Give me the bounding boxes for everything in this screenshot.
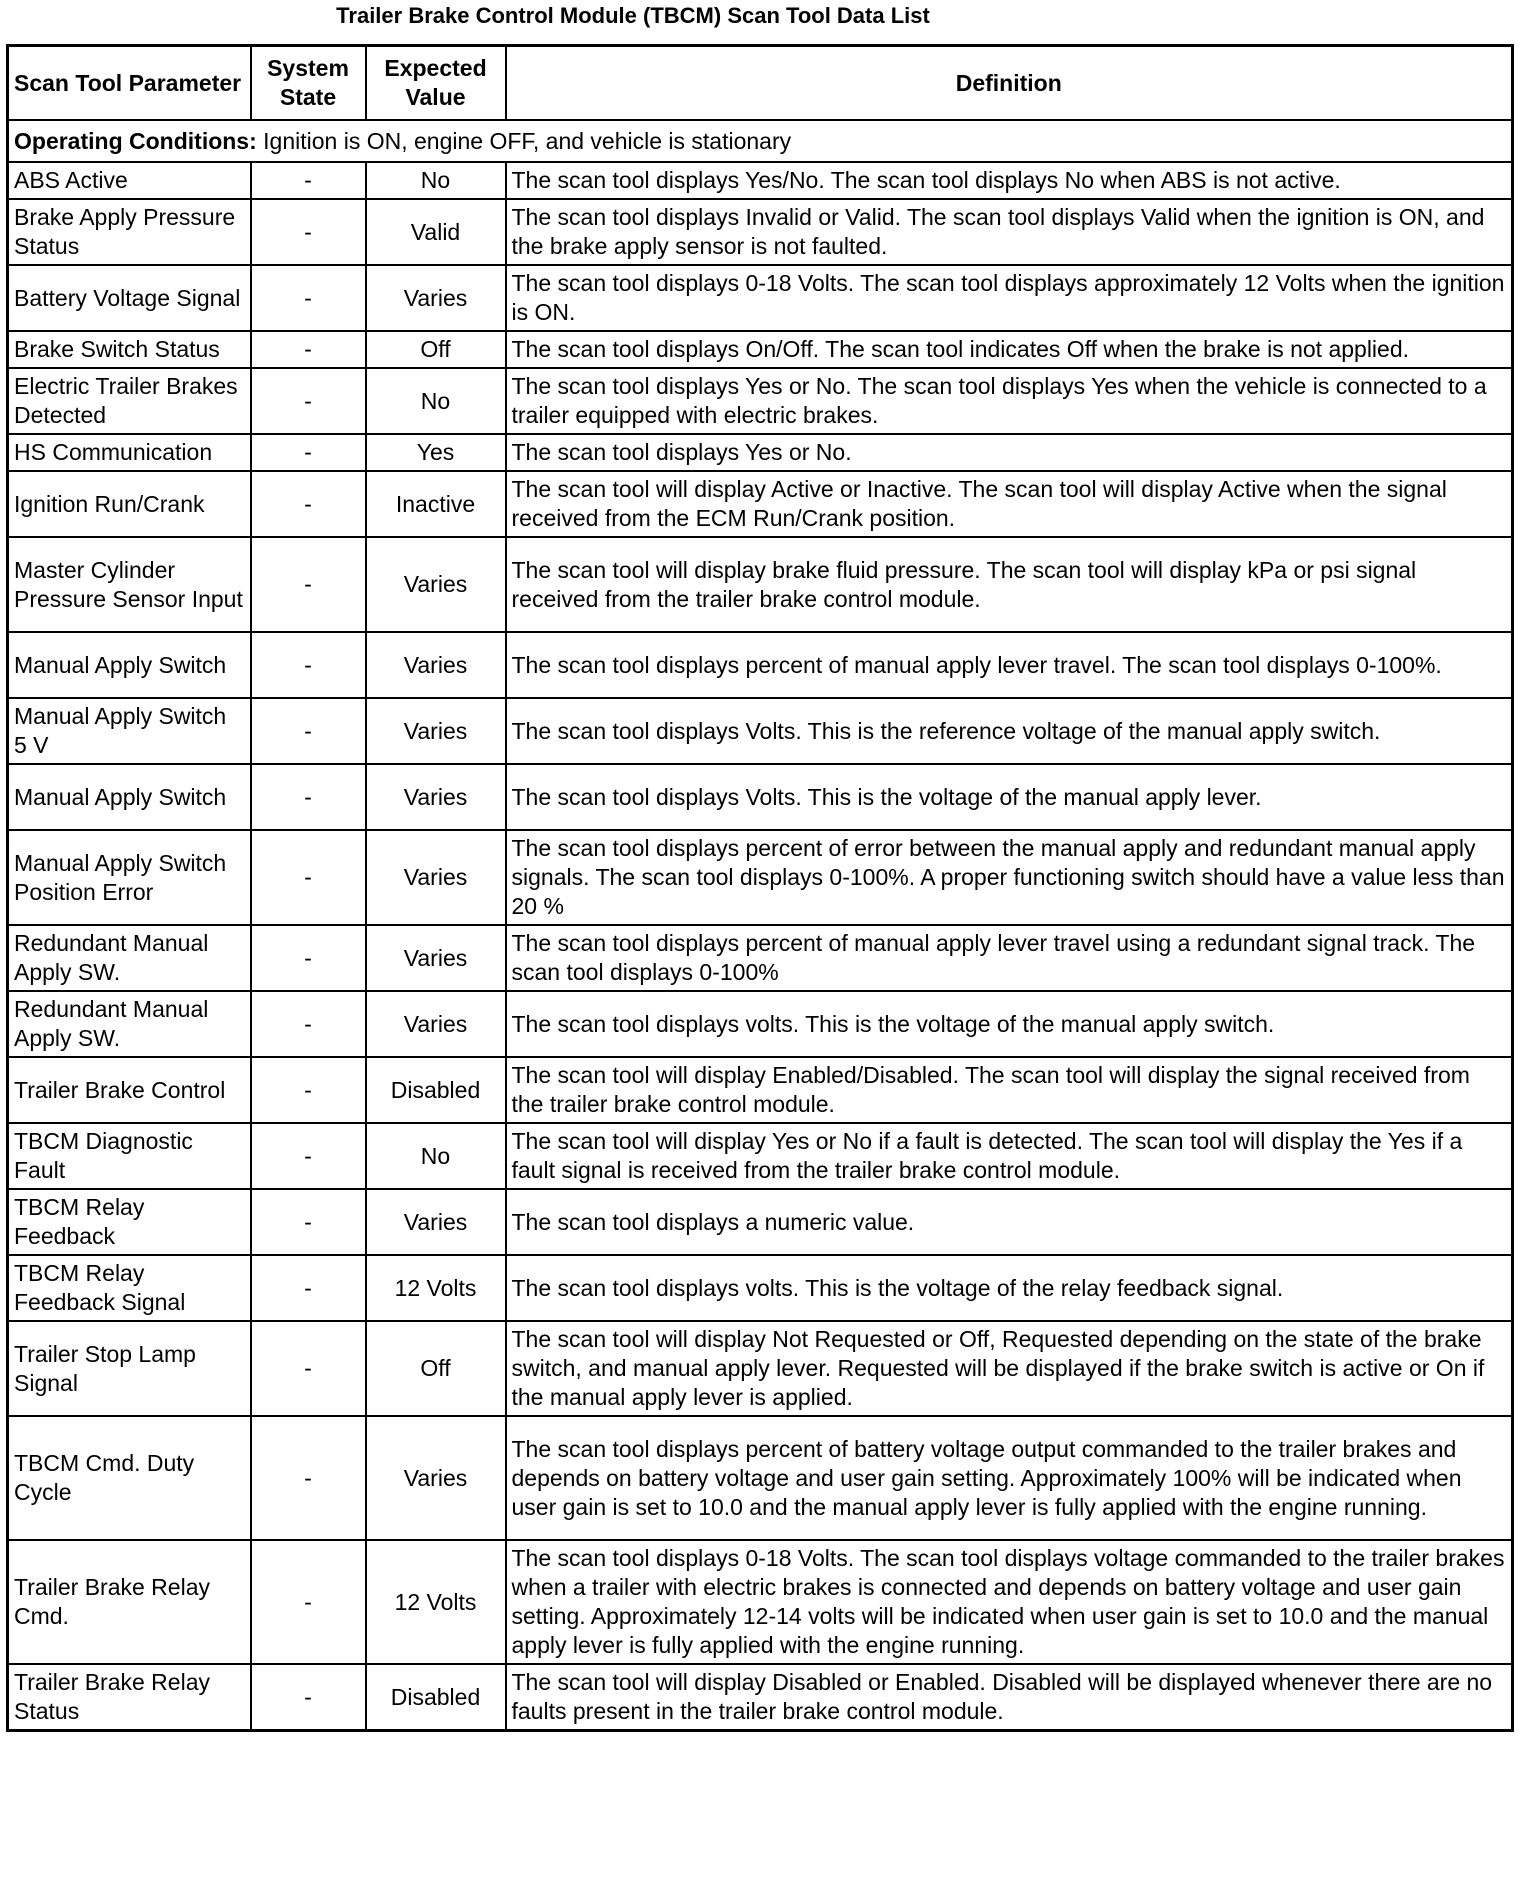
parameter-cell: Electric Trailer Brakes Detected <box>8 368 251 434</box>
table-row <box>8 162 1513 199</box>
definition-cell: The scan tool displays a numeric value. <box>506 1189 1513 1255</box>
document-title-bar <box>0 0 1520 34</box>
operating-conditions-text: Ignition is ON, engine OFF, and vehicle is stationary <box>256 127 792 154</box>
parameter-cell: Master Cylinder Pressure Sensor Input <box>8 537 251 632</box>
table-row <box>8 331 1513 368</box>
system-state-cell: - <box>251 162 366 199</box>
definition-cell: The scan tool displays Invalid or Valid. The scan tool displays Valid when the ignition is ON, and the brake apply sensor is not faulted. <box>506 199 1513 265</box>
expected-value-cell: Off <box>366 331 506 368</box>
system-state-cell: - <box>251 632 366 698</box>
definition-cell: The scan tool displays Yes or No. The scan tool displays Yes when the vehicle is connected to a trailer equipped with electric brakes. <box>506 368 1513 434</box>
header-definition: Definition <box>506 46 1513 121</box>
system-state-cell: - <box>251 991 366 1057</box>
operating-conditions-row <box>8 120 1513 162</box>
definition-cell: The scan tool will display brake fluid pressure. The scan tool will display kPa or psi signal received from the trailer brake control module. <box>506 537 1513 632</box>
table-row <box>8 764 1513 830</box>
definition-cell: The scan tool displays volts. This is the voltage of the manual apply switch. <box>506 991 1513 1057</box>
expected-value-cell: Yes <box>366 434 506 471</box>
expected-value-cell: 12 Volts <box>366 1540 506 1664</box>
expected-value-cell: Varies <box>366 991 506 1057</box>
definition-cell: The scan tool displays 0-18 Volts. The scan tool displays voltage commanded to the trailer brakes when a trailer with electric brakes is connected and depends on battery voltage and user gain setting. Approximately 12-14 volts will be indicated when user gain is set to 10.0 and the manual apply lever is fully applied with the engine running. <box>506 1540 1513 1664</box>
system-state-cell: - <box>251 1664 366 1731</box>
expected-value-cell: Valid <box>366 199 506 265</box>
expected-value-cell: No <box>366 368 506 434</box>
definition-cell: The scan tool displays percent of battery voltage output commanded to the trailer brakes and depends on battery voltage and user gain setting. Approximately 100% will be indicated when user gain is set to 10.0 and the manual apply lever is fully applied with the engine running. <box>506 1416 1513 1540</box>
operating-conditions <box>8 120 1513 162</box>
operating-conditions-label: Operating Conditions: <box>14 127 257 154</box>
table-row <box>8 1321 1513 1416</box>
expected-value-cell: Varies <box>366 632 506 698</box>
table-row <box>8 1123 1513 1189</box>
parameter-cell: Manual Apply Switch <box>8 764 251 830</box>
table-row <box>8 698 1513 764</box>
expected-value-cell: No <box>366 1123 506 1189</box>
table-row <box>8 991 1513 1057</box>
system-state-cell: - <box>251 1057 366 1123</box>
definition-cell: The scan tool displays Yes/No. The scan tool displays No when ABS is not active. <box>506 162 1513 199</box>
parameter-cell: Manual Apply Switch Position Error <box>8 830 251 925</box>
expected-value-cell: Varies <box>366 1416 506 1540</box>
expected-value-cell: Varies <box>366 265 506 331</box>
table-row <box>8 1664 1513 1731</box>
table-body <box>8 120 1513 1731</box>
table-row <box>8 925 1513 991</box>
definition-cell: The scan tool displays percent of error between the manual apply and redundant manual apply signals. The scan tool displays 0-100%. A proper functioning switch should have a value less than 20 % <box>506 830 1513 925</box>
parameter-cell: Manual Apply Switch <box>8 632 251 698</box>
definition-cell: The scan tool displays On/Off. The scan tool indicates Off when the brake is not applied. <box>506 331 1513 368</box>
system-state-cell: - <box>251 1540 366 1664</box>
expected-value-cell: Varies <box>366 764 506 830</box>
expected-value-cell: Varies <box>366 1189 506 1255</box>
header-parameter: Scan Tool Parameter <box>8 46 251 121</box>
parameter-cell: Manual Apply Switch 5 V <box>8 698 251 764</box>
parameter-cell: Trailer Stop Lamp Signal <box>8 1321 251 1416</box>
system-state-cell: - <box>251 537 366 632</box>
table-row <box>8 434 1513 471</box>
parameter-cell: TBCM Relay Feedback Signal <box>8 1255 251 1321</box>
table-row <box>8 199 1513 265</box>
definition-cell: The scan tool displays percent of manual apply lever travel using a redundant signal track. The scan tool displays 0-100% <box>506 925 1513 991</box>
parameter-cell: Redundant Manual Apply SW. <box>8 925 251 991</box>
parameter-cell: Ignition Run/Crank <box>8 471 251 537</box>
definition-cell: The scan tool displays percent of manual apply lever travel. The scan tool displays 0-100%. <box>506 632 1513 698</box>
definition-cell: The scan tool displays 0-18 Volts. The scan tool displays approximately 12 Volts when the ignition is ON. <box>506 265 1513 331</box>
table-row <box>8 1416 1513 1540</box>
definition-cell: The scan tool displays Volts. This is the voltage of the manual apply lever. <box>506 764 1513 830</box>
system-state-cell: - <box>251 698 366 764</box>
parameter-cell: Trailer Brake Relay Cmd. <box>8 1540 251 1664</box>
parameter-cell: Trailer Brake Relay Status <box>8 1664 251 1731</box>
system-state-cell: - <box>251 1321 366 1416</box>
parameter-cell: HS Communication <box>8 434 251 471</box>
system-state-cell: - <box>251 1416 366 1540</box>
header-expected-value: Expected Value <box>366 46 506 121</box>
definition-cell: The scan tool displays Volts. This is the reference voltage of the manual apply switch. <box>506 698 1513 764</box>
expected-value-cell: Varies <box>366 698 506 764</box>
system-state-cell: - <box>251 265 366 331</box>
table-row <box>8 368 1513 434</box>
definition-cell: The scan tool will display Active or Inactive. The scan tool will display Active when the signal received from the ECM Run/Crank position. <box>506 471 1513 537</box>
expected-value-cell: Varies <box>366 537 506 632</box>
parameter-cell: Brake Apply Pressure Status <box>8 199 251 265</box>
system-state-cell: - <box>251 925 366 991</box>
definition-cell: The scan tool will display Disabled or Enabled. Disabled will be displayed whenever there are no faults present in the trailer brake control module. <box>506 1664 1513 1731</box>
parameter-cell: TBCM Cmd. Duty Cycle <box>8 1416 251 1540</box>
system-state-cell: - <box>251 199 366 265</box>
table-header-row <box>8 46 1513 121</box>
parameter-cell: Trailer Brake Control <box>8 1057 251 1123</box>
system-state-cell: - <box>251 764 366 830</box>
table-row <box>8 830 1513 925</box>
parameter-cell: Redundant Manual Apply SW. <box>8 991 251 1057</box>
table-row <box>8 471 1513 537</box>
definition-cell: The scan tool displays Yes or No. <box>506 434 1513 471</box>
table-row <box>8 1255 1513 1321</box>
parameter-cell: Brake Switch Status <box>8 331 251 368</box>
system-state-cell: - <box>251 1189 366 1255</box>
expected-value-cell: No <box>366 162 506 199</box>
system-state-cell: - <box>251 471 366 537</box>
system-state-cell: - <box>251 1123 366 1189</box>
table-row <box>8 1189 1513 1255</box>
system-state-cell: - <box>251 1255 366 1321</box>
system-state-cell: - <box>251 830 366 925</box>
definition-cell: The scan tool will display Enabled/Disabled. The scan tool will display the signal received from the trailer brake control module. <box>506 1057 1513 1123</box>
table-row <box>8 1057 1513 1123</box>
expected-value-cell: Off <box>366 1321 506 1416</box>
table-row <box>8 632 1513 698</box>
expected-value-cell: Varies <box>366 925 506 991</box>
expected-value-cell: 12 Volts <box>366 1255 506 1321</box>
parameter-cell: TBCM Diagnostic Fault <box>8 1123 251 1189</box>
table-row <box>8 537 1513 632</box>
scan-tool-data-table <box>6 44 1514 1732</box>
system-state-cell: - <box>251 434 366 471</box>
parameter-cell: ABS Active <box>8 162 251 199</box>
parameter-cell: TBCM Relay Feedback <box>8 1189 251 1255</box>
expected-value-cell: Disabled <box>366 1664 506 1731</box>
definition-cell: The scan tool displays volts. This is the voltage of the relay feedback signal. <box>506 1255 1513 1321</box>
table-row <box>8 265 1513 331</box>
expected-value-cell: Varies <box>366 830 506 925</box>
header-system-state: System State <box>251 46 366 121</box>
expected-value-cell: Disabled <box>366 1057 506 1123</box>
table-row <box>8 1540 1513 1664</box>
expected-value-cell: Inactive <box>366 471 506 537</box>
parameter-cell: Battery Voltage Signal <box>8 265 251 331</box>
definition-cell: The scan tool will display Not Requested or Off, Requested depending on the state of the brake switch, and manual apply lever. Requested will be displayed if the brake switch is active or On if the manual apply lever is applied. <box>506 1321 1513 1416</box>
definition-cell: The scan tool will display Yes or No if a fault is detected. The scan tool will display the Yes if a fault signal is received from the trailer brake control module. <box>506 1123 1513 1189</box>
system-state-cell: - <box>251 331 366 368</box>
document-title: Trailer Brake Control Module (TBCM) Scan Tool Data List <box>336 3 930 28</box>
system-state-cell: - <box>251 368 366 434</box>
